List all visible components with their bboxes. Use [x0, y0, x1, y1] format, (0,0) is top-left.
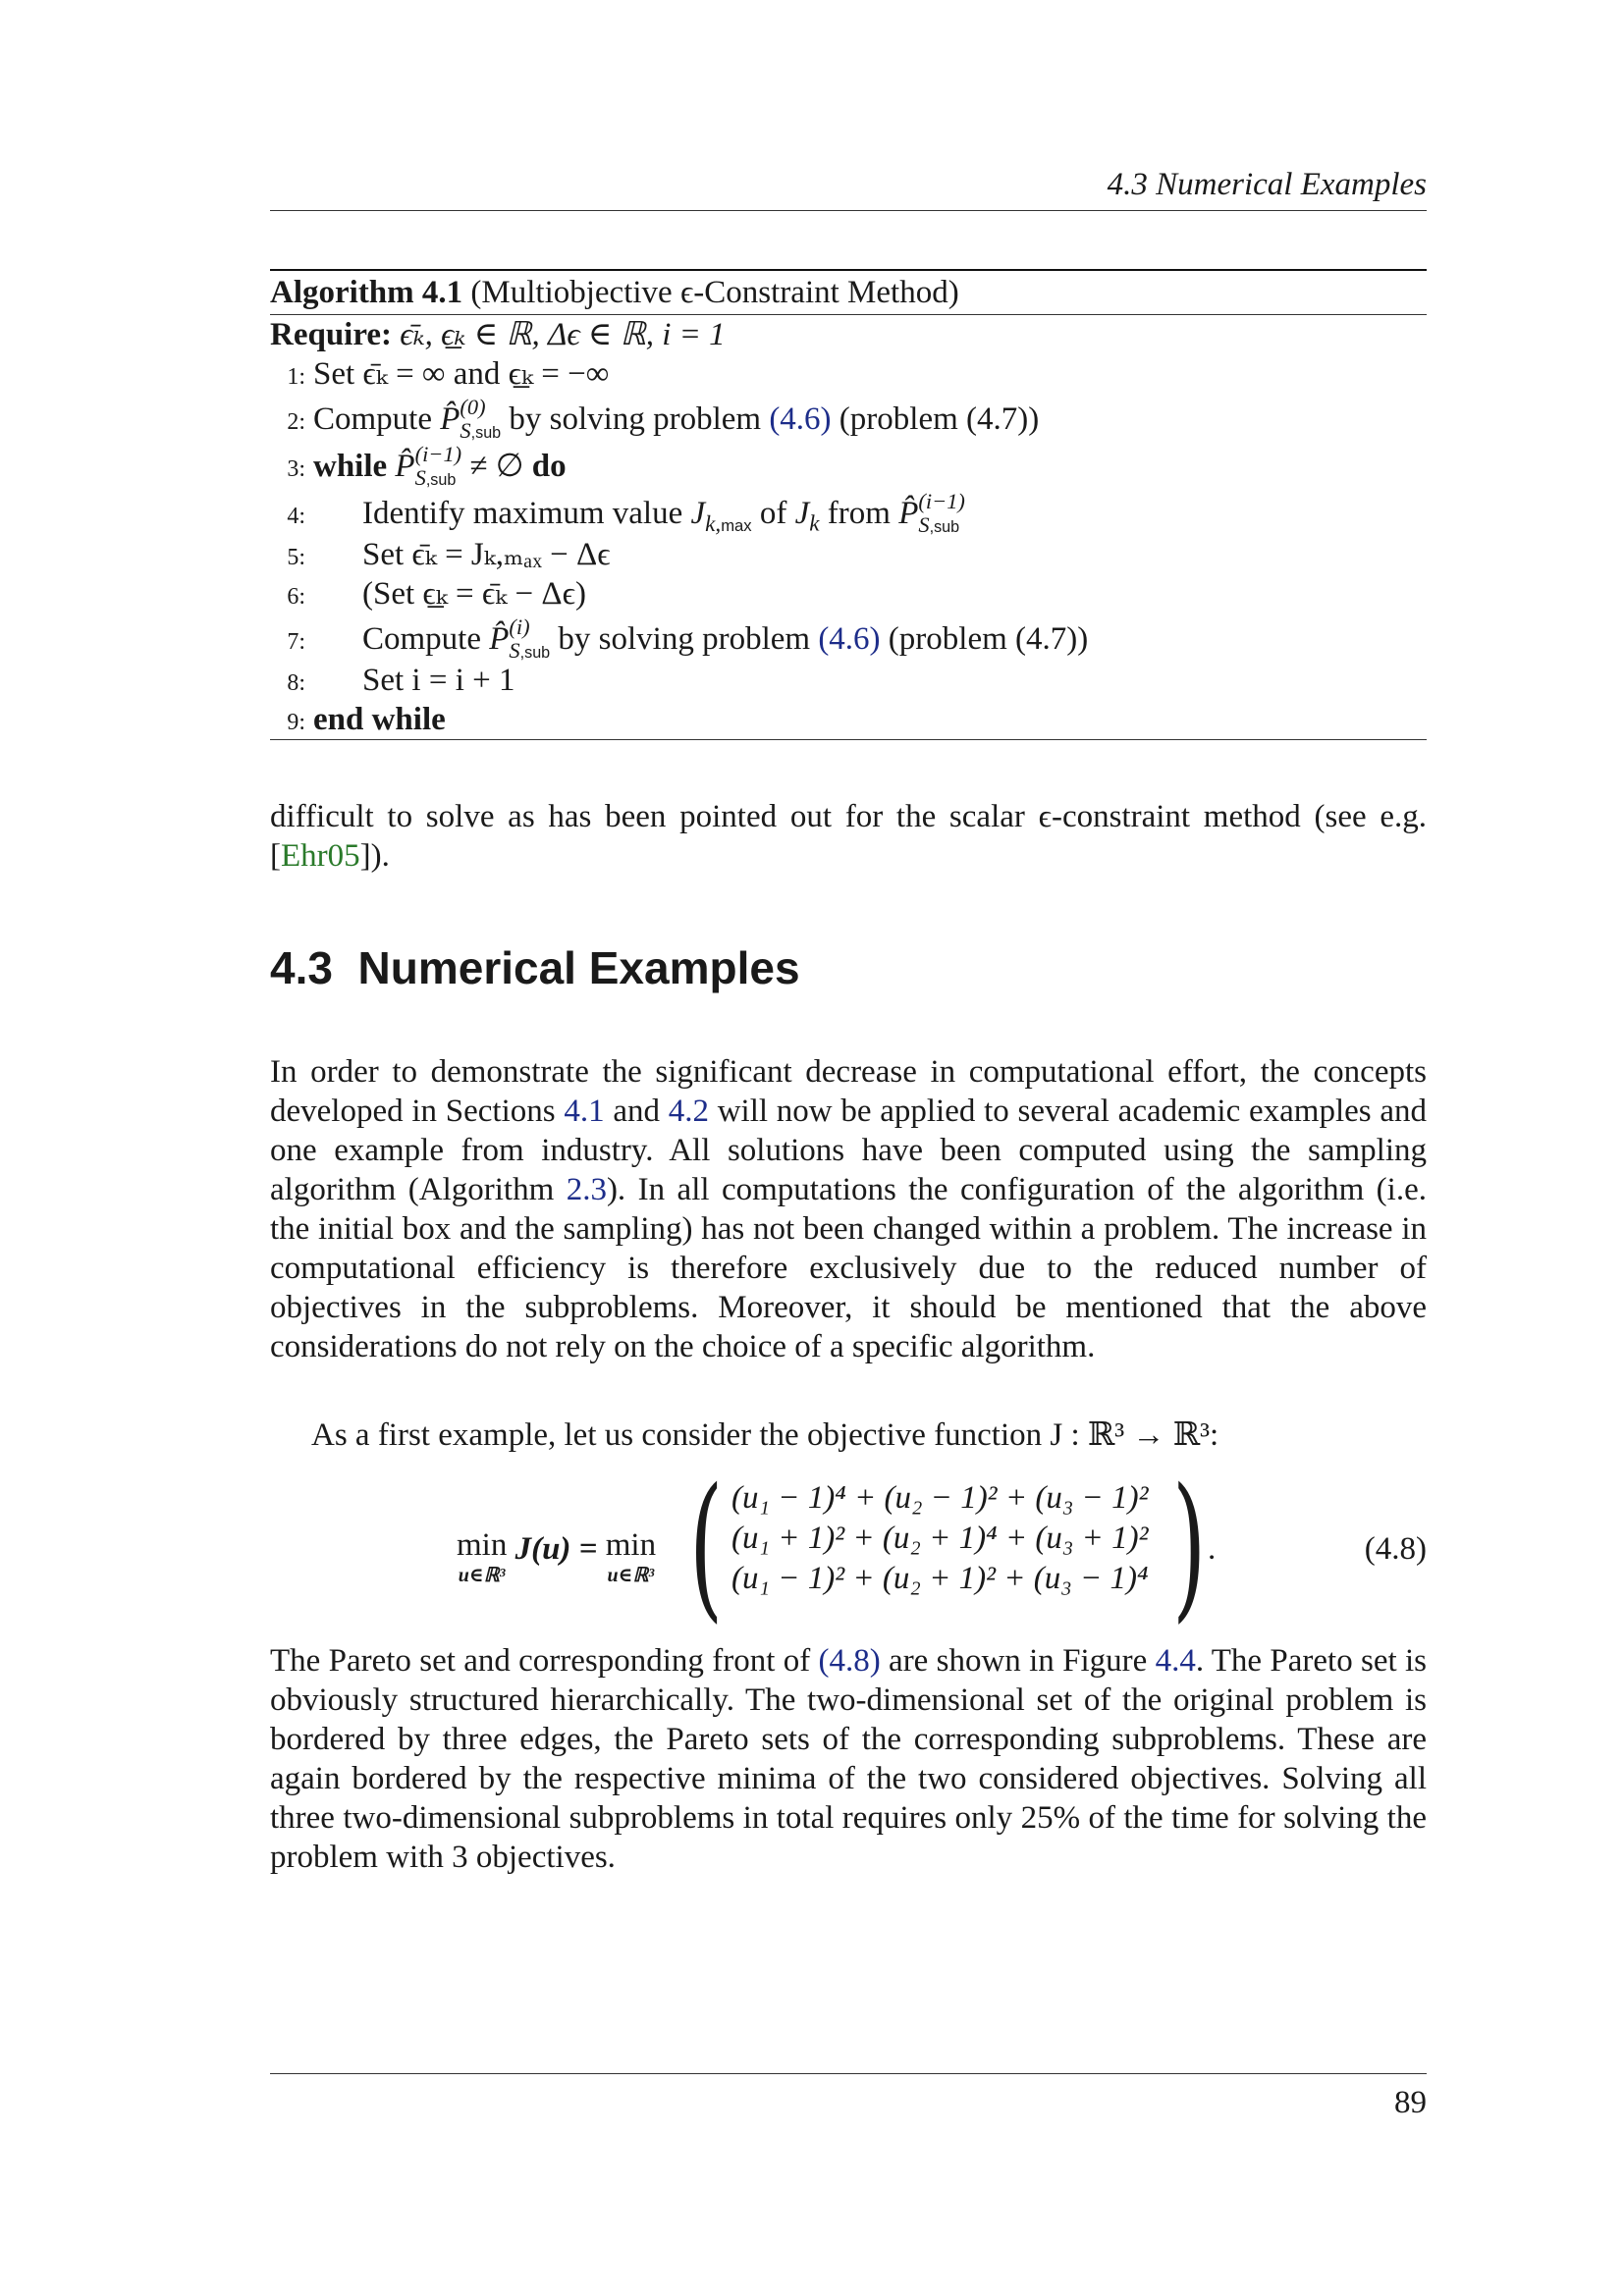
- paragraph-text: and: [604, 1094, 669, 1129]
- paragraph-text: difficult to solve as has been pointed out for the scalar ϵ-constraint method (see e.g. [: [270, 799, 1427, 874]
- line-number: 2:: [287, 409, 305, 435]
- line-text: by solving problem: [509, 401, 762, 437]
- pareto-set-indices: (i−1) S,sub: [918, 488, 965, 538]
- equation-number: (4.8): [1364, 1531, 1427, 1567]
- algorithm-bottom-rule: [270, 739, 1427, 740]
- equation-vector: [731, 1478, 1148, 1599]
- keyword-end-while: end while: [313, 702, 446, 737]
- line-text: Set ϵ̄ₖ = Jₖ,ₘₐₓ − Δϵ: [362, 537, 611, 572]
- paragraph-text: are shown in Figure: [880, 1643, 1156, 1679]
- algorithm-line-1: [270, 354, 1427, 394]
- page-number: 89: [1394, 2085, 1427, 2120]
- algorithm-label: Algorithm 4.1: [270, 275, 463, 310]
- algorithm-line-3: [270, 441, 1427, 491]
- algorithm-require: [270, 315, 1427, 354]
- line-text: Compute: [362, 621, 481, 657]
- line-text: Compute: [313, 401, 432, 437]
- equation-ref-link[interactable]: (4.6): [769, 401, 832, 437]
- min-operator: min u∈ℝ³: [457, 1527, 508, 1586]
- paragraph-text: . The Pareto set is obviously structured hierarchically. The two-dimensional set of the original problem is bordered by three edges, the Pareto sets of the corresponding subproblems. These are again bordered by the respective minima of the two considered objectives. Solving all three two-dimensional subproblems in total requires only 25% of the time for solving the problem with 3 objectives.: [270, 1643, 1427, 1875]
- line-text: Set i = i + 1: [362, 663, 515, 698]
- pareto-set-indices: (i−1) S,sub: [414, 441, 462, 491]
- algorithm-caption: [270, 271, 1427, 314]
- line-number: 4:: [287, 504, 305, 529]
- line-text: Set ϵ̄ₖ = ∞ and ϵ̲ₖ = −∞: [313, 356, 610, 392]
- line-number: 5:: [287, 545, 305, 570]
- min-operator: min u∈ℝ³: [605, 1527, 657, 1586]
- paragraph-difficult: [270, 797, 1427, 876]
- paragraph-pareto: [270, 1641, 1427, 1877]
- jmax-symbol: $J_{k,max}$: [690, 496, 752, 536]
- algorithm-title: (Multiobjective ϵ-Constraint Method): [470, 275, 959, 310]
- section-title: Numerical Examples: [357, 942, 800, 993]
- algorithm-line-7: [270, 614, 1427, 664]
- algorithm-box: [270, 269, 1427, 740]
- keyword-while: while: [313, 449, 388, 484]
- pareto-set-indices: (0) S,sub: [460, 394, 502, 444]
- section-ref-link[interactable]: 4.1: [564, 1094, 605, 1129]
- line-text: Identify maximum value: [362, 496, 683, 531]
- line-number: 6:: [287, 584, 305, 610]
- paragraph-intro: [270, 1052, 1427, 1366]
- citation-link[interactable]: Ehr05: [281, 838, 360, 874]
- paragraph-text: will now be applied to several academic examples and one example from industry. All solutions have been computed using the sampling algorithm (Algorithm: [270, 1094, 1427, 1207]
- footer-rule: [270, 2073, 1427, 2074]
- equation-period: .: [1208, 1531, 1217, 1567]
- equation-ref-link[interactable]: (4.8): [818, 1643, 881, 1679]
- pareto-set-indices: (i) S,sub: [509, 614, 551, 664]
- line-text: ≠ ∅: [469, 449, 524, 484]
- paragraph-text: The Pareto set and corresponding front of: [270, 1643, 819, 1679]
- line-text: (problem (4.7)): [839, 401, 1040, 437]
- equation-ref-link[interactable]: (4.6): [818, 621, 881, 657]
- line-text: by solving problem: [558, 621, 811, 657]
- left-paren: (: [689, 1454, 724, 1637]
- equation-4-8: [270, 1454, 1427, 1637]
- require-label: Require:: [270, 317, 393, 352]
- equation-lhs-text: J(u) =: [514, 1531, 598, 1567]
- algorithm-line-6: [270, 574, 1427, 614]
- line-text: (problem (4.7)): [888, 621, 1089, 657]
- header-rule: [270, 210, 1427, 211]
- require-text: ϵ̄ₖ, ϵ̲ₖ ∈ ℝ, Δϵ ∈ ℝ, i = 1: [400, 317, 726, 352]
- algorithm-line-4: [270, 488, 1427, 538]
- paragraph-example: As a first example, let us consider the objective function J : ℝ³ → ℝ³:: [311, 1417, 1219, 1453]
- section-ref-link[interactable]: 4.2: [668, 1094, 709, 1129]
- equation-row: (u₁ − 1)⁴ + (u₂ − 1)² + (u₃ − 1)²: [731, 1480, 1149, 1516]
- figure-ref-link[interactable]: 4.4: [1155, 1643, 1196, 1679]
- line-text: of: [759, 496, 787, 531]
- line-number: 3:: [287, 456, 305, 482]
- pareto-set-symbol: P̂: [440, 401, 460, 437]
- line-number: 9:: [287, 710, 305, 735]
- algorithm-line-2: [270, 394, 1427, 444]
- section-number: 4.3: [270, 942, 333, 993]
- algorithm-ref-link[interactable]: 2.3: [566, 1172, 607, 1207]
- right-paren: ): [1172, 1454, 1207, 1637]
- equation-lhs: [457, 1529, 656, 1585]
- keyword-do: do: [531, 449, 567, 484]
- paragraph-text: ]).: [359, 838, 390, 874]
- algorithm-line-5: [270, 535, 1427, 574]
- line-number: 8:: [287, 670, 305, 696]
- line-number: 1:: [287, 364, 305, 390]
- running-head: 4.3 Numerical Examples: [1107, 167, 1427, 202]
- paragraph-text: In order to demonstrate the significant decrease in computational effort, the concepts developed in Sections: [270, 1054, 1427, 1129]
- equation-row: (u₁ − 1)² + (u₂ + 1)² + (u₃ − 1)⁴: [731, 1561, 1149, 1596]
- paragraph-text: ). In all computations the configuration of the algorithm (i.e. the initial box and the sampling) has not been changed within a problem. The increase in computational efficiency is therefore exclusively due to the reduced number of objectives in the subproblems. Moreover, it should be mentioned that the above considerations do not rely on the choice of a specific algorithm.: [270, 1172, 1427, 1364]
- jk-symbol: $J_k$: [794, 496, 820, 536]
- line-text: from: [827, 496, 891, 531]
- algorithm-line-9: [270, 700, 1427, 739]
- pareto-set-symbol: P̂: [489, 621, 510, 657]
- pareto-set-symbol: P̂: [395, 449, 415, 484]
- equation-row: (u₁ + 1)² + (u₂ + 1)⁴ + (u₃ + 1)²: [731, 1521, 1149, 1556]
- page: [270, 0, 1427, 2296]
- pareto-set-symbol: P̂: [898, 496, 919, 531]
- section-heading: [270, 942, 800, 993]
- line-text: (Set ϵ̲ₖ = ϵ̄ₖ − Δϵ): [362, 576, 586, 612]
- line-number: 7:: [287, 629, 305, 655]
- algorithm-line-8: [270, 661, 1427, 700]
